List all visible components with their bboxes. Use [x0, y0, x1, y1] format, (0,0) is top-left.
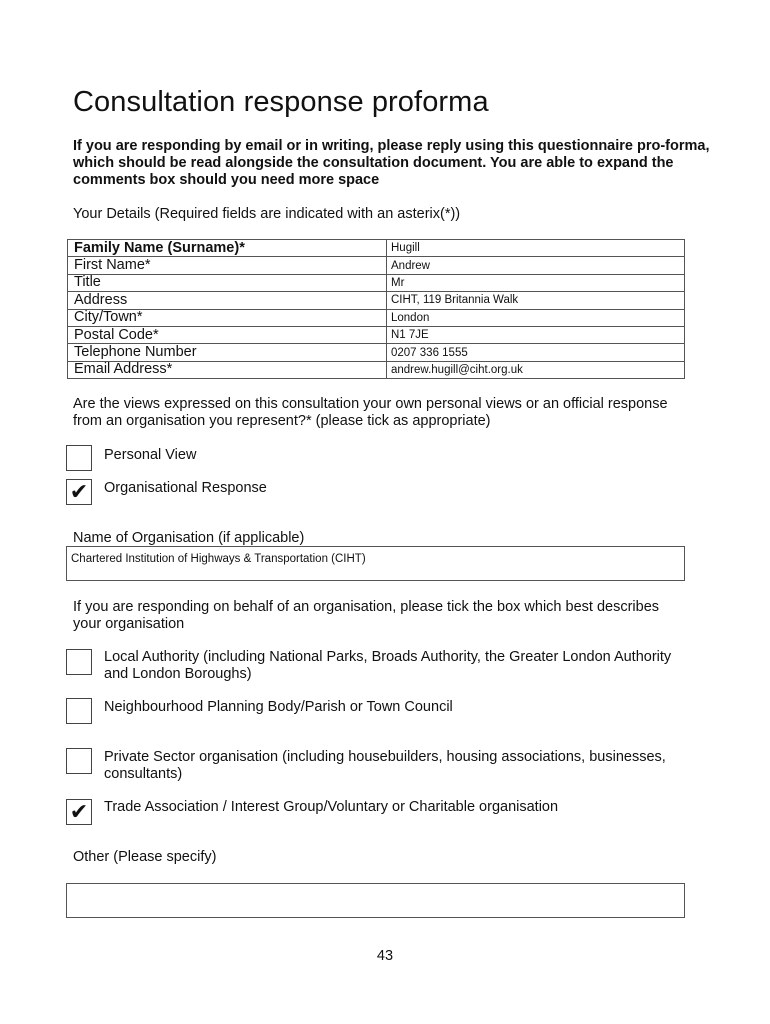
trade-association-checkbox[interactable] — [66, 799, 92, 825]
table-row — [68, 292, 685, 309]
organisational-response-checkbox[interactable] — [66, 479, 92, 505]
field-value[interactable]: Mr — [387, 274, 685, 291]
neighbourhood-planning-label: Neighbourhood Planning Body/Parish or Town Council — [104, 699, 453, 715]
private-sector-checkbox[interactable] — [66, 748, 92, 774]
field-value[interactable]: N1 7JE — [387, 326, 685, 343]
org-name-label: Name of Organisation (if applicable) — [73, 530, 305, 546]
org-name-value: Chartered Institution of Highways & Transportation (CIHT) — [71, 553, 366, 565]
field-value[interactable]: CIHT, 119 Britannia Walk — [387, 292, 685, 309]
field-value[interactable]: Hugill — [387, 240, 685, 257]
table-row — [68, 309, 685, 326]
field-label: Email Address* — [68, 361, 387, 378]
table-row — [68, 274, 685, 291]
neighbourhood-planning-checkbox[interactable] — [66, 698, 92, 724]
trade-association-label: Trade Association / Interest Group/Voluntary or Charitable organisation — [104, 799, 559, 815]
field-value[interactable]: Andrew — [387, 257, 685, 274]
details-table — [67, 239, 685, 379]
org-type-question: If you are responding on behalf of an organisation, please tick the box which best describes your organisation — [73, 599, 660, 632]
other-value — [67, 884, 684, 890]
personal-view-label: Personal View — [104, 447, 197, 463]
field-label: Family Name (Surname)* — [68, 240, 387, 257]
page-number: 43 — [376, 948, 394, 964]
field-label: Address — [68, 292, 387, 309]
table-row — [68, 344, 685, 361]
local-authority-label: Local Authority (including National Parks, Broads Authority, the Greater London Authority and London Boroughs) — [104, 649, 672, 682]
local-authority-checkbox[interactable] — [66, 649, 92, 675]
field-value[interactable]: andrew.hugill@ciht.org.uk — [387, 361, 685, 378]
table-row — [68, 326, 685, 343]
table-row — [68, 361, 685, 378]
field-label: Title — [68, 274, 387, 291]
field-label: Postal Code* — [68, 326, 387, 343]
intro-text: If you are responding by email or in writing, please reply using this questionnaire pro-forma, which should be read alongside the consultation document. You are able to expand the comments box should you need more space — [73, 138, 710, 188]
page-title: Consultation response proforma — [73, 86, 489, 118]
org-name-field[interactable] — [66, 546, 685, 581]
field-label: First Name* — [68, 257, 387, 274]
details-heading: Your Details (Required fields are indicated with an asterix(*)) — [73, 206, 461, 222]
field-value[interactable]: 0207 336 1555 — [387, 344, 685, 361]
organisational-response-label: Organisational Response — [104, 480, 267, 496]
checkmark-icon: ✔ — [69, 799, 89, 824]
other-specify-field[interactable] — [66, 883, 685, 918]
field-label: Telephone Number — [68, 344, 387, 361]
field-value[interactable]: London — [387, 309, 685, 326]
field-label: City/Town* — [68, 309, 387, 326]
table-row — [68, 240, 685, 257]
other-label: Other (Please specify) — [73, 849, 217, 865]
views-question: Are the views expressed on this consultation your own personal views or an official response from an organisation you represent?* (please tick as appropriate) — [73, 396, 668, 429]
private-sector-label: Private Sector organisation (including housebuilders, housing associations, businesses, consultants) — [104, 749, 666, 782]
table-row — [68, 257, 685, 274]
checkmark-icon: ✔ — [69, 479, 89, 504]
personal-view-checkbox[interactable] — [66, 445, 92, 471]
